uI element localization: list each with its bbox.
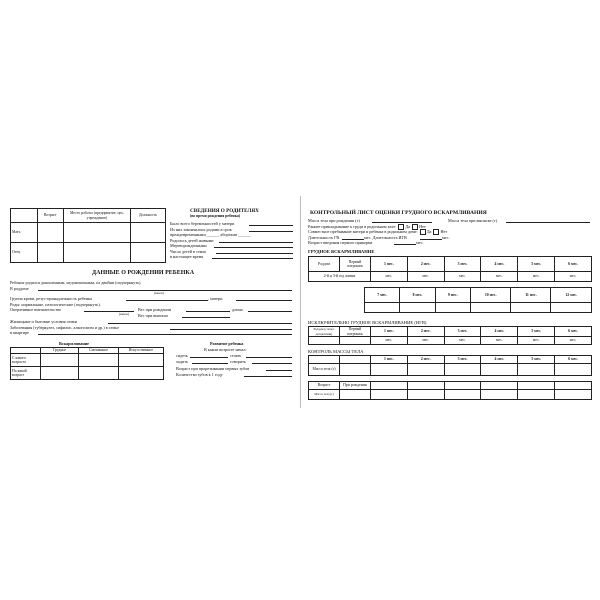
igv-unit: мес. [371, 337, 408, 345]
gv-header-m10: 10 мес. [470, 288, 511, 303]
weight-header-m4: 4 мес. [481, 356, 518, 364]
igv-unit: мес. [481, 337, 518, 345]
parents-info-line-1: Было всего беременностей у матери [170, 221, 235, 226]
feeding-header-artificial: Искусственное [118, 348, 163, 354]
gv-unit: мес. [444, 272, 481, 282]
gv-duration-label: Длительность ГВ [308, 234, 340, 240]
parents-header-age: Возраст [37, 209, 64, 223]
gv-header-m5: 5 мес. [518, 257, 555, 272]
child-line-hospital: В роддоме [10, 285, 29, 291]
gv-unit: мес. [481, 272, 518, 282]
gv-table [308, 256, 592, 282]
gv-unit: мес. [555, 272, 592, 282]
gv-header-m9: 9 мес. [435, 288, 470, 303]
parents-info-title: СВЕДЕНИЯ О РОДИТЕЛЯХ [190, 208, 259, 214]
feeding-title: Вскармливание [59, 341, 90, 346]
development-line-walk: ходить [176, 359, 189, 364]
weight-row-mass-2: Масса тела (г) [309, 390, 340, 400]
gv-header-m3: 3 мес. [444, 257, 481, 272]
discharge-weight-label: Масса тела при выписке (г) [448, 218, 498, 223]
parents-info-subtitle: (во время рождения ребенка) [190, 214, 241, 218]
gv-header-first-visit: Первый патронаж [340, 257, 371, 272]
weight-row-mass: Масса тела (г) [309, 364, 340, 376]
weight-header-m5: 5 мес. [518, 356, 555, 364]
child-line-apartment: в квартире [10, 330, 29, 335]
gv-header-m1: 1 мес. [371, 257, 408, 272]
parents-header-empty [11, 209, 38, 223]
weight-header-m2: 2 мес. [407, 356, 444, 364]
development-line-talk: говорить [230, 359, 246, 364]
weight-title: КОНТРОЛЬ МАССЫ ТЕЛА [308, 349, 364, 354]
gv-header-m4: 4 мес. [481, 257, 518, 272]
rooming-in-no-checkbox[interactable] [433, 229, 439, 235]
child-line-diseases: Заболевания (туберкулез, сифилис, алкоголизм и др.) в семье [10, 324, 119, 330]
birth-weight-label: Масса тела при рождении (г) [308, 218, 360, 223]
gv-row-years: 2-й и 3-й год жизни [309, 272, 371, 282]
child-line-birth-weight: Вес при рождении [138, 307, 171, 312]
igv-unit: мес. [444, 337, 481, 345]
gv-unit: мес. [518, 272, 555, 282]
first-complementary-unit: мес. [416, 240, 424, 245]
parents-info-line-5: Мертворожденными [170, 243, 207, 248]
gv-header-m6: 6 мес. [555, 257, 592, 272]
igv-header-m6: 6 мес. [555, 327, 592, 337]
parents-row-mother: Мать [11, 223, 38, 243]
weight-table-2 [308, 381, 592, 400]
gv-header-m7: 7 мес. [365, 288, 400, 303]
igv-header-maternity: Роддом (с искл. детоясками) [309, 327, 340, 337]
rooming-in-yes-label: Да [426, 229, 432, 234]
development-line-stand: стоять [230, 353, 242, 358]
igv-unit: мес. [407, 337, 444, 345]
development-line-sit: сидеть [176, 353, 188, 358]
igv-unit: мес. [518, 337, 555, 345]
weight-header-m6: 6 мес. [555, 356, 592, 364]
left-page [4, 196, 301, 408]
igv-header-m4: 4 мес. [481, 327, 518, 337]
igv-duration-label: мес. Длительность ИГВ [364, 234, 407, 240]
gv-unit: мес. [371, 272, 408, 282]
development-line-teeth-age: Возраст при прорезывании первых зубов [176, 365, 250, 371]
igv-header-m5: 5 мес. [518, 327, 555, 337]
development-line-began: В каком возрасте начал: [204, 347, 247, 352]
igv-header-m2: 2 мес. [407, 327, 444, 337]
gv-header-maternity: Роддом [309, 257, 340, 272]
parents-info-line-4: Родилось детей живыми [170, 237, 214, 243]
parents-header-workplace: Место работы (предприятие, цех, учреждение) [64, 209, 131, 223]
child-line-operation-note: (какое) [119, 312, 130, 316]
gv-header-m12: 12 мес. [551, 288, 592, 303]
feeding-table [10, 347, 164, 380]
feeding-row-from: С какого возраста [11, 354, 41, 367]
parents-table [10, 208, 166, 263]
development-line-teeth-count: Количество зубов к 1 году [176, 372, 223, 377]
igv-header-m3: 3 мес. [444, 327, 481, 337]
child-title: ДАННЫЕ О РОЖДЕНИИ РЕБЕНКА [92, 270, 195, 276]
feeding-row-to: По какой возраст [11, 367, 41, 380]
child-line-delivery: Роды: нормальные, патологические (подчеркнуть). [10, 301, 101, 307]
feeding-header-breast: Грудное [40, 348, 79, 354]
gv-unit: мес. [407, 272, 444, 282]
feeding-header-mixed: Смешанное [79, 348, 118, 354]
right-page [302, 196, 596, 408]
early-latch-yes-label: Да [405, 223, 411, 229]
igv-title: ИСКЛЮЧИТЕЛЬНО ГРУДНОЕ ВСКАРМЛИВАНИЕ (ИГВ) [308, 320, 427, 325]
weight-table [308, 355, 592, 376]
parents-info-line-2: Из них закончились родами в срок [170, 226, 232, 232]
child-line-living: Жилищные и бытовые условия семьи [10, 319, 78, 324]
igv-duration-unit: мес. [442, 234, 450, 240]
child-line-mother: , матери [208, 296, 223, 301]
gv-table-2 [364, 287, 592, 313]
rooming-in-no-label: Нет [440, 229, 448, 234]
child-line-birth: Ребенок родился доношенным, недоношенным, из двойни (подчеркнуть). [10, 280, 142, 285]
child-line-length: длина [232, 307, 243, 312]
igv-header-m1: 1 мес. [371, 327, 408, 337]
development-title: Развитие ребенка [210, 341, 244, 346]
weight-header-birth: При рождении [340, 382, 371, 390]
gv-header-m8: 8 мес. [400, 288, 435, 303]
early-latch-label: Раннее прикладывание к груди в родильном зале: [308, 223, 397, 229]
parents-info-line-6: Число детей в семье [170, 248, 207, 254]
weight-header-age: Возраст [309, 382, 340, 390]
igv-table [308, 326, 592, 345]
weight-header-empty [309, 356, 340, 364]
child-line-hospital-note: (какое) [154, 290, 165, 295]
child-line-discharge-weight: Вес при выписке [138, 312, 169, 318]
parents-info-line-3: преждевременными ______ абортами ______ [170, 232, 251, 237]
parents-row-father: Отец [11, 243, 38, 263]
parents-header-position: Должность [130, 209, 165, 223]
rooming-in-yes-checkbox[interactable] [420, 229, 426, 235]
weight-header-m1: 1 мес. [371, 356, 408, 364]
early-latch-no-label: Нет [419, 223, 426, 229]
igv-header-first-visit: Первый патронаж [340, 327, 371, 337]
rooming-in-label: Совместное пребывание матери и ребенка в родильном доме: [308, 229, 418, 234]
gv-header-m2: 2 мес. [407, 257, 444, 272]
igv-unit: мес. [555, 337, 592, 345]
weight-header-m3: 3 мес. [444, 356, 481, 364]
first-complementary-label: Возраст введения первого прикорма [308, 240, 373, 245]
child-line-operation: Оперативное вмешательство [10, 307, 62, 312]
gv-header-m11: 11 мес. [511, 288, 551, 303]
parents-info-line-7: в настоящее время [170, 254, 204, 259]
gv-title: ГРУДНОЕ ВСКАРМЛИВАНИЕ [308, 249, 375, 254]
breastfeeding-checklist-title: КОНТРОЛЬНЫЙ ЛИСТ ОЦЕНКИ ГРУДНОГО ВСКАРМЛИВАНИЯ [310, 210, 487, 216]
document-sheet [4, 196, 596, 408]
child-line-blood: Группа крови, резус-принадлежность ребенка [10, 296, 92, 301]
